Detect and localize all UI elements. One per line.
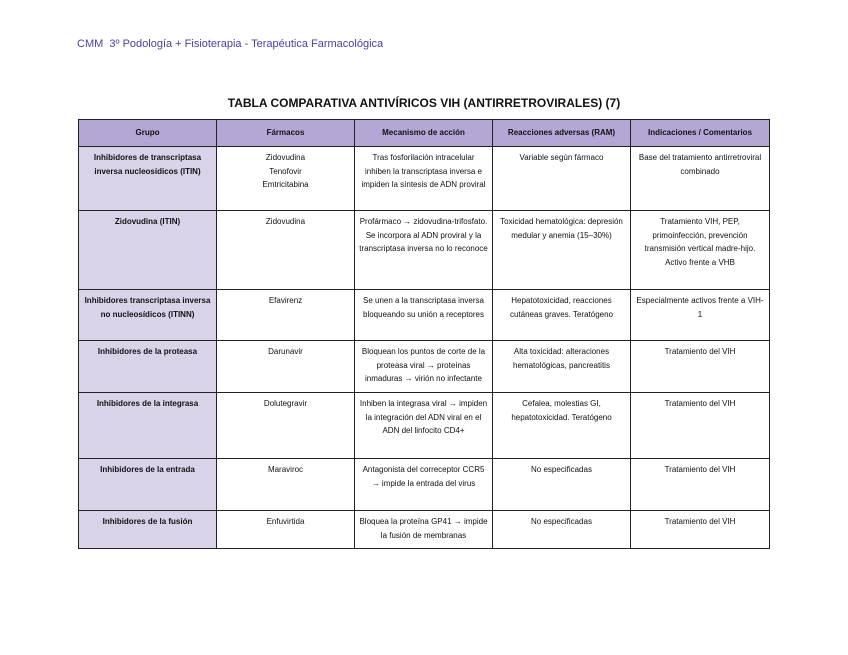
adverse-reactions-cell: Cefalea, molestias GI, hepatotoxicidad. Teratógeno — [493, 393, 631, 459]
mechanism-cell: Se unen a la transcriptasa inversa bloqueando su unión a receptores — [355, 290, 493, 341]
table-row — [79, 459, 770, 511]
table-row — [79, 290, 770, 341]
drugs-cell — [217, 511, 355, 549]
mechanism-cell: Tras fosforilación intracelular inhiben la transcriptasa inversa e impiden la síntesis de ADN proviral — [355, 147, 493, 211]
group-cell: Inhibidores de la proteasa — [79, 341, 217, 393]
drug-name: Emtricitabina — [262, 180, 309, 189]
adverse-reactions-cell: Toxicidad hematológica: depresión medular y anemia (15–30%) — [493, 211, 631, 290]
drug-name: Zidovudina — [265, 217, 306, 226]
drugs-cell — [217, 393, 355, 459]
drug-name: Darunavir — [268, 347, 303, 356]
drug-name: Enfuvirtida — [266, 517, 305, 526]
drug-name: Zidovudina — [265, 153, 306, 162]
table-row — [79, 341, 770, 393]
drugs-cell — [217, 341, 355, 393]
drug-name: Tenofovir — [269, 166, 302, 176]
drug-name: Efavirenz — [268, 296, 303, 305]
group-cell: Inhibidores transcriptasa inversa no nucleosídicos (ITINN) — [79, 290, 217, 341]
column-header-adverse-reactions: Reacciones adversas (RAM) — [493, 120, 631, 147]
mechanism-cell: Profármaco → zidovudina-trifosfato. Se incorpora al ADN proviral y la transcriptasa inversa no lo reconoce — [355, 211, 493, 290]
group-cell: Inhibidores de la integrasa — [79, 393, 217, 459]
table-title: TABLA COMPARATIVA ANTIVÍRICOS VIH (ANTIRRETROVIRALES) (7) — [227, 96, 621, 110]
group-cell: Inhibidores de la fusión — [79, 511, 217, 549]
mechanism-cell: Bloquean los puntos de corte de la proteasa viral → proteínas inmaduras → virión no infectante — [355, 341, 493, 393]
table-header-row — [79, 120, 770, 147]
indications-cell: Especialmente activos frente a VIH-1 — [631, 290, 770, 341]
column-header-indications: Indicaciones / Comentarios — [631, 120, 770, 147]
antiviral-comparison-table — [78, 119, 770, 549]
mechanism-cell: Inhiben la integrasa viral → impiden la integración del ADN viral en el ADN del linfocito CD4+ — [355, 393, 493, 459]
drugs-cell — [217, 211, 355, 290]
indications-cell: Base del tratamiento antirretroviral combinado — [631, 147, 770, 211]
drugs-cell — [217, 459, 355, 511]
group-cell: Inhibidores de la entrada — [79, 459, 217, 511]
group-cell: Inhibidores de transcriptasa inversa nucleosídicos (ITIN) — [79, 147, 217, 211]
table-row — [79, 147, 770, 211]
indications-cell: Tratamiento del VIH — [631, 393, 770, 459]
indications-cell: Tratamiento del VIH — [631, 511, 770, 549]
table-row — [79, 393, 770, 459]
adverse-reactions-cell: No especificadas — [493, 511, 631, 549]
mechanism-cell: Antagonista del correceptor CCR5 → impide la entrada del virus — [355, 459, 493, 511]
column-header-drugs: Fármacos — [217, 120, 355, 147]
adverse-reactions-cell: No especificadas — [493, 459, 631, 511]
drugs-cell — [217, 290, 355, 341]
drug-name: Maraviroc — [267, 465, 304, 474]
drugs-cell — [217, 147, 355, 211]
table-row — [79, 511, 770, 549]
indications-cell: Tratamiento del VIH — [631, 341, 770, 393]
mechanism-cell: Bloquea la proteína GP41 → impide la fusión de membranas — [355, 511, 493, 549]
table-row — [79, 211, 770, 290]
group-cell: Zidovudina (ITIN) — [79, 211, 217, 290]
page-header: CMM 3º Podología + Fisioterapia - Terapéutica Farmacológica — [77, 38, 384, 50]
column-header-group: Grupo — [79, 120, 217, 147]
indications-cell: Tratamiento VIH, PEP, primoinfección, prevención transmisión vertical madre-hijo. Activo frente a VHB — [631, 211, 770, 290]
drug-name: Dolutegravir — [263, 399, 308, 408]
adverse-reactions-cell: Variable según fármaco — [493, 147, 631, 211]
column-header-mechanism: Mecanismo de acción — [355, 120, 493, 147]
adverse-reactions-cell: Alta toxicidad: alteraciones hematológicas, pancreatitis — [493, 341, 631, 393]
adverse-reactions-cell: Hepatotoxicidad, reacciones cutáneas graves. Teratógeno — [493, 290, 631, 341]
indications-cell: Tratamiento del VIH — [631, 459, 770, 511]
